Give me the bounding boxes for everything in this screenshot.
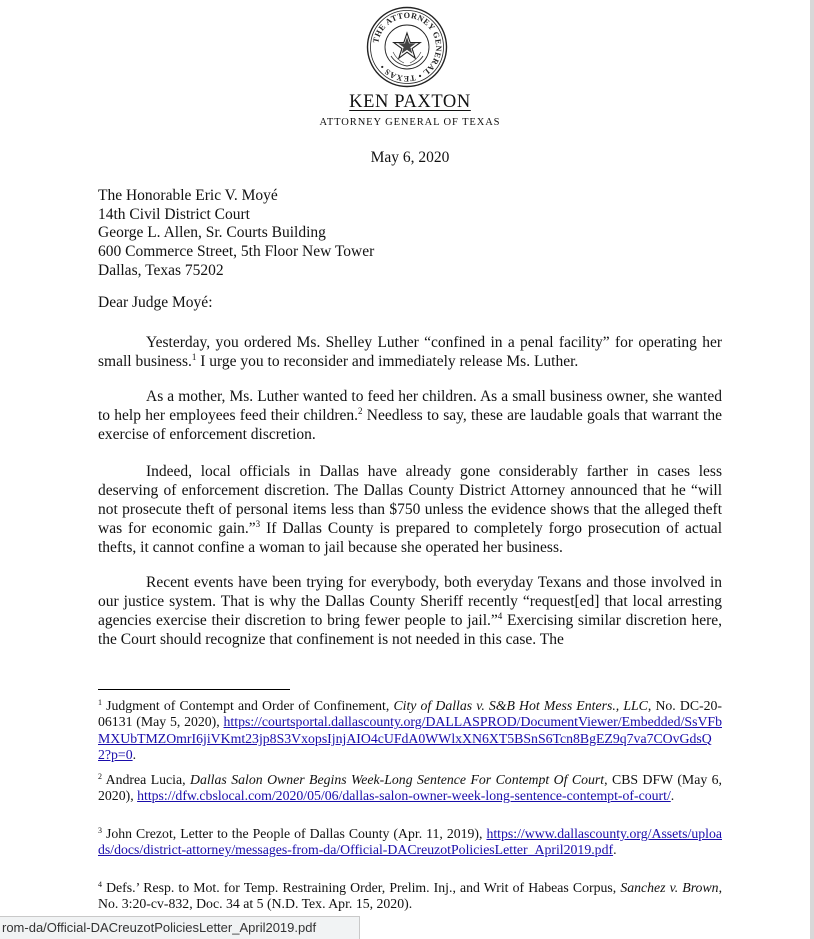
footnote-text: John Crezot, Letter to the People of Dallas County (Apr. 11, 2019), xyxy=(102,826,487,841)
address-line: 600 Commerce Street, 5th Floor New Tower xyxy=(98,243,375,261)
article-title: Dallas Salon Owner Begins Week-Long Sentence For Contempt Of Court xyxy=(189,772,605,787)
footnote-text: , CBS DFW (May 6, 2020), xyxy=(98,772,722,804)
address-line: 14th Civil District Court xyxy=(98,205,250,223)
paragraph-text: Needless to say, these are laudable goals that warrant the exercise of enforcement discretion. xyxy=(98,407,722,443)
seal-text: THE ATTORNEY GENERAL • TEXAS • xyxy=(371,10,444,84)
letter-date: May 6, 2020 xyxy=(370,149,450,166)
footnote-link[interactable]: https://dfw.cbslocal.com/2020/05/06/dallas-salon-owner-week-long-sentence-contempt-of-court/ xyxy=(137,788,671,804)
case-citation: City of Dallas v. S&B Hot Mess Enters., LLC xyxy=(393,698,648,713)
footnote-4 xyxy=(98,880,722,913)
footnote-3 xyxy=(98,826,722,859)
footnote-2 xyxy=(98,772,722,805)
case-citation: Sanchez v. Brown xyxy=(620,880,719,895)
paragraph-text: Exercising similar discretion here, the Court should recognize that confinement is not needed in this case. The xyxy=(98,612,722,648)
body-paragraph-3 xyxy=(98,462,722,557)
address-line: Dallas, Texas 75202 xyxy=(98,261,224,279)
footnote-ref: 3 xyxy=(255,519,261,529)
paragraph-text: Recent events have been trying for everybody, both everyday Texans and those involved in our justice system. That is why the Dallas County Sheriff recently “request[ed] that local arresting agencies exercise their discretion to bring fewer people to jail.” xyxy=(98,574,722,629)
footnote-ref: 1 xyxy=(191,352,197,362)
paragraph-text: Yesterday, you ordered Ms. Shelley Luther “confined in a penal facility” for operating her small business. xyxy=(98,334,722,370)
paragraph-text: Indeed, local officials in Dallas have already gone considerably farther in cases less deserving of enforcement discretion. The Dallas County District Attorney announced that he “will not prosecute theft of personal items less than $750 unless the evidence shows that the alleged theft was for economic gain.” xyxy=(98,463,722,537)
texas-star-seal-icon xyxy=(366,6,448,88)
body-paragraph-1 xyxy=(98,333,722,371)
footnote-text: , No. DC-20-06131 (May 5, 2020), xyxy=(98,698,723,730)
footnote-number: 2 xyxy=(98,772,102,781)
footnote-text: . xyxy=(132,747,137,763)
footnote-text: Andrea Lucia, xyxy=(102,772,190,787)
link-hover-status-bar: rom-da/Official-DACreuzotPoliciesLetter_April2019.pdf xyxy=(0,916,360,939)
recipient-address xyxy=(98,187,374,281)
salutation: Dear Judge Moyé: xyxy=(98,294,213,311)
footnote-ref: 2 xyxy=(358,406,363,416)
footnote-divider xyxy=(98,689,290,690)
footnote-text: Defs.’ Resp. to Mot. for Temp. Restraining Order, Prelim. Inj., and Writ of Habeas Corpus, xyxy=(102,880,621,895)
paragraph-text: As a mother, Ms. Luther wanted to feed her children. As a small business owner, she wanted to help her employees feed their children. xyxy=(98,388,722,424)
footnote-link[interactable]: https://courtsportal.dallascounty.org/DALLASPROD/DocumentViewer/Embedded/SsVFbMXUbTMZOmrI6jiVKmt23jp8S3VxopsIjnjAIO4cUFdA0WWlxXN6XT5BSnS6Tcn8BgEZ9q7va7COvGdsQ2?p=0 xyxy=(98,714,722,763)
footnote-1 xyxy=(98,698,722,764)
viewer-scroll-edge xyxy=(810,0,814,939)
footnote-text: . xyxy=(670,788,675,804)
letterhead-title: ATTORNEY GENERAL OF TEXAS xyxy=(319,117,501,128)
paragraph-text: I urge you to reconsider and immediately release Ms. Luther. xyxy=(196,353,579,370)
footnote-ref: 4 xyxy=(497,611,503,621)
footnote-number: 3 xyxy=(98,826,102,835)
footnote-text: , No. 3:20-cv-832, Doc. 34 at 5 (N.D. Tex. Apr. 15, 2020). xyxy=(98,880,723,912)
footnote-number: 4 xyxy=(98,880,102,889)
footnote-text: . xyxy=(613,842,617,858)
address-line: The Honorable Eric V. Moyé xyxy=(98,187,278,204)
body-paragraph-2 xyxy=(98,387,722,444)
footnote-number: 1 xyxy=(98,698,102,707)
letterhead-name: KEN PAXTON xyxy=(349,92,471,112)
body-paragraph-4 xyxy=(98,573,722,649)
footnote-link[interactable]: https://www.dallascounty.org/Assets/uploads/docs/district-attorney/messages-from-da/Official-DACreuzotPoliciesLetter_April2019.pdf xyxy=(98,826,722,858)
paragraph-text: If Dallas County is prepared to completely forgo prosecution of actual thefts, it cannot confine a woman to jail because she operated her business. xyxy=(98,520,722,556)
address-line: George L. Allen, Sr. Courts Building xyxy=(98,224,326,242)
footnote-text: Judgment of Contempt and Order of Confinement, xyxy=(102,698,394,713)
